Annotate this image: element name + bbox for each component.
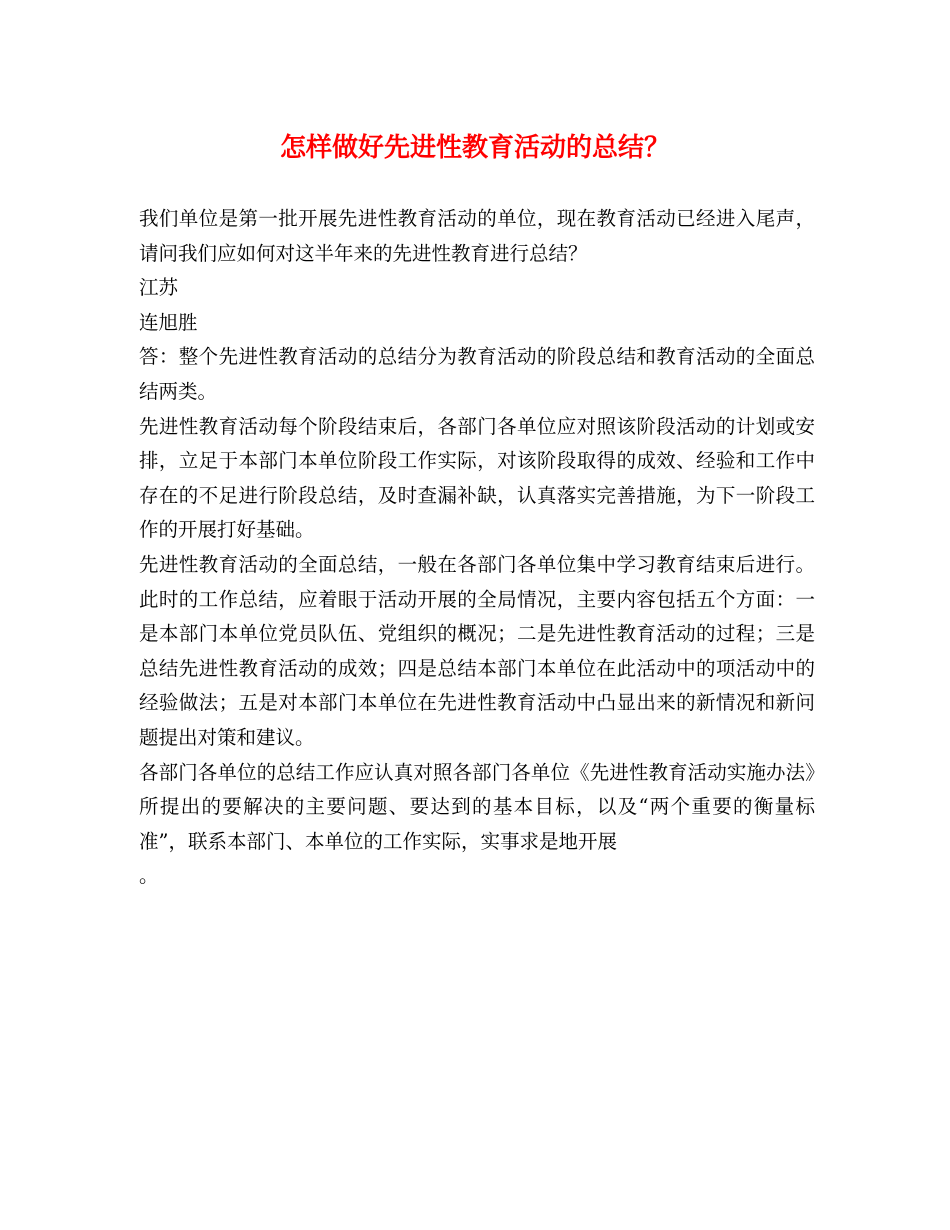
author-region: 江苏 — [139, 276, 179, 300]
question-paragraph: 我们单位是第一批开展先进性教育活动的单位，现在教育活动已经进入尾声，请问我们应如何对这半年来的先进性教育进行总结？ — [139, 207, 815, 265]
overall-summary-paragraph: 先进性教育活动的全面总结，一般在各部门各单位集中学习教育结束后进行。此时的工作总结，应着眼于活动开展的全局情况，主要内容包括五个方面：一是本部门本单位党员队伍、党组织的概况；二是先进性教育活动的过程；三是总结先进性教育活动的成效；四是总结本部门本单位在此活动中的项活动中的经验做法；五是对本部门本单位在先进性教育活动中凸显出来的新情况和新问题提出对策和建议。 — [139, 552, 815, 749]
answer-paragraph: 答：整个先进性教育活动的总结分为教育活动的阶段总结和教育活动的全面总结两类。 — [139, 345, 815, 403]
requirements-paragraph: 各部门各单位的总结工作应认真对照各部门各单位《先进性教育活动实施办法》所提出的要解决的主要问题、要达到的基本目标，以及“两个重要的衡量标准”，联系本部门、本单位的工作实际，实事求是地开展 — [139, 760, 815, 853]
stage-summary-paragraph: 先进性教育活动每个阶段结束后，各部门各单位应对照该阶段活动的计划或安排，立足于本部门本单位阶段工作实际，对该阶段取得的成效、经验和工作中存在的不足进行阶段总结，及时查漏补缺，认真落实完善措施，为下一阶段工作的开展打好基础。 — [139, 414, 815, 542]
document-title: 怎样做好先进性教育活动的总结？ — [279, 133, 670, 163]
document-body — [139, 202, 815, 894]
author-name: 连旭胜 — [139, 310, 198, 334]
closing-punctuation: 。 — [139, 864, 159, 888]
